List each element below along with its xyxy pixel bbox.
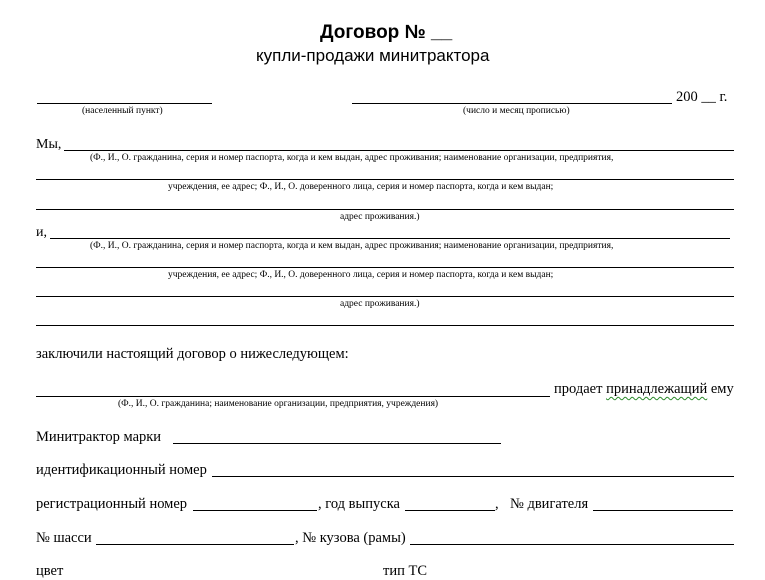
color-label-partial: цвет [36,563,64,579]
id-number-blank-line[interactable] [212,476,734,477]
and-label: и, [36,225,47,240]
party2-line-1[interactable] [50,238,730,239]
seller-caption: (Ф., И., О. гражданина; наименование организации, предприятия, учреждения) [118,399,439,409]
party2-line-4[interactable] [36,325,734,326]
year-label: , год выпуска [318,496,400,512]
party2-caption-3: адрес проживания.) [340,299,420,309]
comma: , [495,496,499,512]
place-caption: (населенный пункт) [82,106,163,116]
vehicle-type-label-partial: тип ТС [383,563,428,579]
party1-line-1[interactable] [64,150,734,151]
party1-line-2[interactable] [36,179,734,180]
engine-label: № двигателя [510,496,589,512]
brand-blank-line[interactable] [173,443,501,444]
party1-caption-2: учреждения, ее адрес; Ф., И., О. доверенного лица, серия и номер паспорта, когда и кем выдан; [168,182,554,192]
chassis-blank-line[interactable] [96,544,294,545]
brand-label: Минитрактор марки [36,429,162,445]
reg-number-label: регистрационный номер [36,496,188,512]
date-blank-line[interactable] [352,103,672,104]
party2-caption-1: (Ф., И., О. гражданина, серия и номер паспорта, когда и кем выдан, адрес проживания; наименование организации, предприятия, [90,241,614,251]
party1-caption-1: (Ф., И., О. гражданина, серия и номер паспорта, когда и кем выдан, адрес проживания; наименование организации, предприятия, [90,153,614,163]
reg-number-blank-line[interactable] [193,510,317,511]
party2-line-2[interactable] [36,267,734,268]
place-blank-line[interactable] [37,103,212,104]
chassis-label: № шасси [36,530,92,546]
sells-underlined: принадлежащий [606,381,708,397]
party2-line-3[interactable] [36,296,734,297]
sells-prefix: продает [554,381,603,397]
date-caption: (число и месяц прописью) [463,106,570,116]
document-subtitle: купли-продажи минитрактора [256,46,490,65]
seller-blank-line[interactable] [36,396,550,397]
engine-blank-line[interactable] [593,510,733,511]
sells-text [554,381,734,398]
body-number-blank-line[interactable] [410,544,734,545]
body-number-label: , № кузова (рамы) [295,530,406,546]
party1-line-3[interactable] [36,209,734,210]
party1-caption-3: адрес проживания.) [340,212,420,222]
we-label: Мы, [36,137,62,152]
document-title: Договор № __ [320,22,453,43]
year-blank-line[interactable] [405,510,495,511]
id-number-label: идентификационный номер [36,462,207,478]
party2-caption-2: учреждения, ее адрес; Ф., И., О. доверенного лица, серия и номер паспорта, когда и кем выдан; [168,270,554,280]
sells-suffix: ему [710,381,734,397]
concluded-text: заключили настоящий договор о нижеследующем: [36,346,349,362]
year-text: 200 __ г. [676,89,728,105]
